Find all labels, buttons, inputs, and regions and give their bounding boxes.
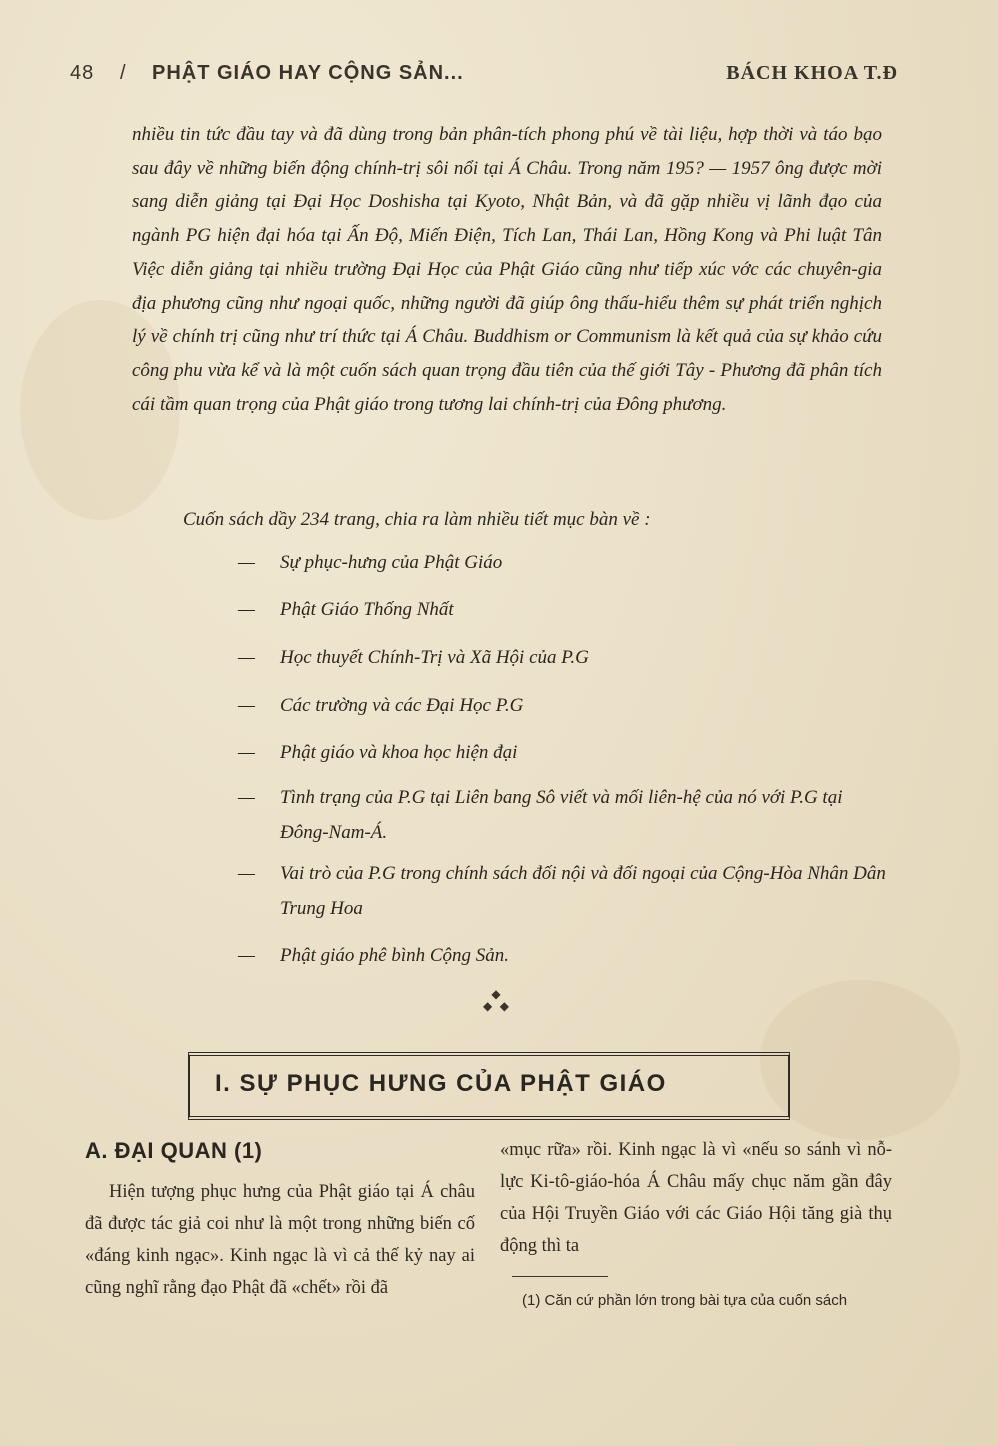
- list-dash: —: [238, 787, 255, 808]
- list-item: [238, 856, 888, 926]
- running-title: PHẬT GIÁO HAY CỘNG SẢN...: [152, 62, 464, 84]
- list-dash: —: [238, 647, 255, 668]
- list-item-text: Phật giáo phê bình Cộng Sản.: [280, 945, 510, 966]
- list-item: [238, 688, 888, 723]
- footnote: (1) Căn cứ phần lớn trong bài tựa của cuốn sách: [522, 1292, 848, 1309]
- list-dash: —: [238, 742, 255, 763]
- list-item-text: Các trường và các Đại Học P.G: [280, 695, 524, 716]
- list-item-text: Học thuyết Chính-Trị và Xã Hội của P.G: [280, 647, 589, 668]
- section-heading: I. SỰ PHỤC HƯNG CỦA PHẬT GIÁO: [215, 1070, 667, 1097]
- list-item-text: Phật Giáo Thống Nhất: [280, 599, 454, 620]
- magazine-name: BÁCH KHOA T.Đ: [726, 62, 898, 84]
- paper-stain: [760, 980, 960, 1140]
- page-number: 48: [70, 62, 95, 84]
- list-item-text: Vai trò của P.G trong chính sách đối nội và đối ngoại của Cộng-Hòa Nhân Dân Trung Hoa: [280, 863, 886, 919]
- list-item: [238, 640, 888, 675]
- list-dash: —: [238, 552, 255, 573]
- list-item: [238, 735, 888, 770]
- asterism-ornament: ◆ ◆ ◆: [482, 987, 510, 1013]
- list-item: [238, 592, 888, 627]
- intro-paragraph: nhiều tin tức đầu tay và đã dùng trong bản phân-tích phong phú về tài liệu, hợp thời và táo bạo sau đây về những biến động chính-trị sôi nổi tại Á Châu. Trong năm 195? — 1957 ông được mời sang diễn giảng tại Đại Học Doshisha tại Kyoto, Nhật Bản, và đã gặp nhiều vị lãnh đạo của ngành PG hiện đại hóa tại Ấn Độ, Miến Điện, Tích Lan, Thái Lan, Hồng Kong và Phi luật Tân Việc diễn giảng tại nhiều trường Đại Học của Phật Giáo cũng như tiếp xúc vớc các chuyên-gia địa phương cũng như ngoại quốc, những người đã giúp ông thấu-hiểu thêm sự phát triển nghịch lý về chính trị cũng như trí thức tại Á Châu. Buddhism or Communism là kết quả của sự khảo cứu công phu vừa kể và là một cuốn sách quan trọng đầu tiên của thế giới Tây - Phương đã phân tích cái tầm quan trọng của Phật giáo trong tương lai chính-trị của Đông phương.: [132, 124, 882, 415]
- list-item-text: Phật giáo và khoa học hiện đại: [280, 742, 518, 763]
- footnote-rule: [512, 1276, 608, 1277]
- list-item: [238, 780, 888, 850]
- list-item-text: Tình trạng của P.G tại Liên bang Sô viết và mối liên-hệ của nó với P.G tại Đông-Nam-Á.: [280, 787, 843, 843]
- body-paragraph-right: «mục rữa» rồi. Kinh ngạc là vì «nếu so sánh vì nỗ-lực Ki-tô-giáo-hóa Á Châu mấy chục năm gần đây của Hội Truyền Giáo với các Giáo Hội tăng già thụ động thì ta: [500, 1140, 892, 1256]
- subheading: A. ĐẠI QUAN (1): [85, 1138, 263, 1163]
- list-item: [238, 545, 888, 580]
- list-dash: —: [238, 599, 255, 620]
- contents-lead: Cuốn sách dầy 234 trang, chia ra làm nhiều tiết mục bàn về :: [183, 509, 651, 530]
- list-dash: —: [238, 695, 255, 716]
- section-heading-box: [188, 1052, 790, 1120]
- header-separator: /: [120, 62, 127, 84]
- body-paragraph-left: Hiện tượng phục hưng của Phật giáo tại Á châu đã được tác giả coi như là một trong những biến cố «đáng kinh ngạc». Kinh ngạc là vì cả thế kỷ nay ai cũng nghĩ rằng đạo Phật đã «chết» rồi đã: [85, 1182, 475, 1298]
- list-dash: —: [238, 945, 255, 966]
- list-dash: —: [238, 863, 255, 884]
- running-header: [70, 62, 898, 92]
- left-column: [85, 1138, 475, 1304]
- right-column: [500, 1134, 892, 1315]
- list-item: [238, 938, 888, 973]
- list-item-text: Sự phục-hưng của Phật Giáo: [280, 552, 503, 573]
